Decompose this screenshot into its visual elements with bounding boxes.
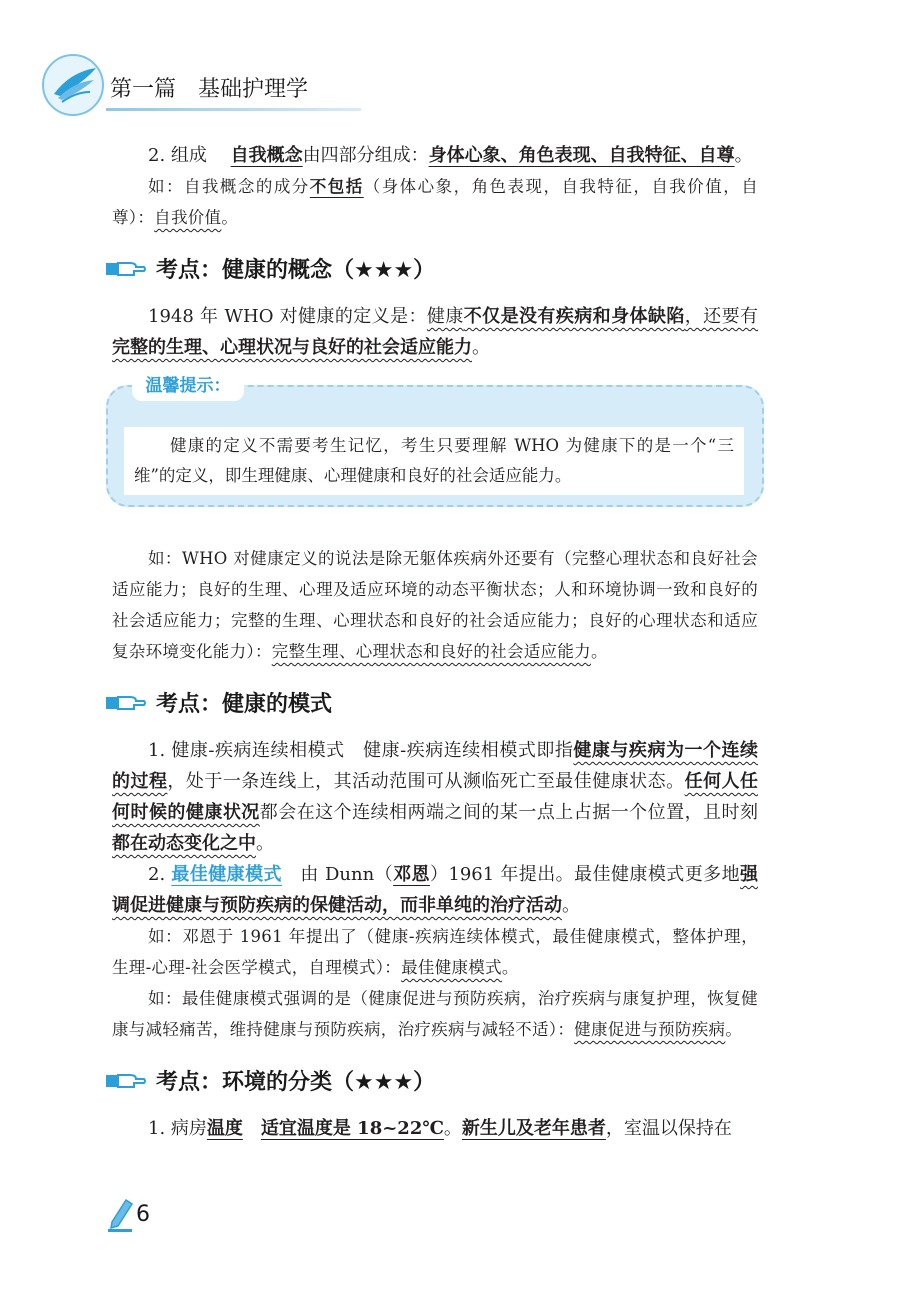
tip-label: 温馨提示： <box>132 371 244 401</box>
chapter-number: 第一篇 <box>110 77 177 102</box>
section-heading <box>112 1057 758 1109</box>
tip-box <box>106 376 764 507</box>
answer-text: 完整生理、心理状态和良好的社会适应能力 <box>271 642 591 661</box>
key-term: 自我概念 <box>230 145 303 166</box>
page-footer <box>108 1196 228 1236</box>
continuum-paragraph: 1. 健康-疾病连续相模式 健康-疾病连续相模式即指健康与疾病为一个连续的过程，处于一条连线上，其活动范围可从濒临死亡至最佳健康状态。任何人任何时候的健康状况都会在这个连续相两端之间的某一点上占据一个位置，且时刻都在动态变化之中。 <box>112 740 759 854</box>
key-term: 身体心象、角色表现、自我特征、自尊 <box>428 145 735 166</box>
optimal-health-paragraph: 2. 最佳健康模式 由 Dunn（邓恩）1961 年提出。最佳健康模式更多地强调促进健康与预防疾病的保健活动，而非单纯的治疗活动。 <box>112 864 759 916</box>
page-number: 6 <box>136 1202 150 1227</box>
pointing-hand-icon <box>106 1069 146 1093</box>
example-paragraph: 如：自我概念的成分不包括（身体心象，角色表现，自我特征，自我价值，自尊）：自我价值。 <box>112 177 758 227</box>
chapter-title <box>110 72 308 103</box>
pencil-icon <box>108 1196 134 1232</box>
section-title: 考点：环境的分类（★★★） <box>156 1070 436 1095</box>
answer-text: 最佳健康模式 <box>401 958 502 977</box>
definition-paragraph: 1948 年 WHO 对健康的定义是：健康不仅是没有疾病和身体缺陷，还要有完整的生理、心理状况与良好的社会适应能力。 <box>112 306 759 358</box>
section-heading <box>112 679 758 731</box>
page-content <box>112 140 758 1144</box>
composition-paragraph: 2. 组成 自我概念由四部分组成：身体心象、角色表现、自我特征、自尊。 <box>148 145 753 166</box>
example-paragraph: 如：最佳健康模式强调的是（健康促进与预防疾病，治疗疾病与康复护理，恢复健康与减轻痛苦，维持健康与预防疾病，治疗疾病与减轻不适）：健康促进与预防疾病。 <box>112 989 758 1039</box>
example-paragraph: 如：WHO 对健康定义的说法是除无躯体疾病外还要有（完整心理状态和良好社会适应能力；良好的生理、心理及适应环境的动态平衡状态；人和环境协调一致和良好的社会适应能力；完整的生理、心理状态和良好的社会适应能力；良好的心理状态和适应复杂环境变化能力）：完整生理、心理状态和良好的社会适应能力。 <box>112 549 758 661</box>
pointing-hand-icon <box>106 257 146 281</box>
answer-text: 健康促进与预防疾病 <box>574 1020 726 1039</box>
chapter-subject: 基础护理学 <box>198 77 309 102</box>
example-paragraph: 如：邓恩于 1961 年提出了（健康-疾病连续体模式，最佳健康模式，整体护理，生理-心理-社会医学模式，自理模式）：最佳健康模式。 <box>112 927 758 977</box>
temperature-paragraph: 1. 病房温度 适宜温度是 18~22℃。新生儿及老年患者，室温以保持在 <box>148 1118 732 1139</box>
tip-body <box>124 427 744 495</box>
page-header <box>40 52 340 122</box>
book-logo-icon <box>40 52 106 118</box>
section-title: 考点：健康的模式 <box>156 692 333 717</box>
tip-text: 健康的定义不需要考生记忆，考生只要理解 WHO 为健康下的是一个“三维”的定义，即生理健康、心理健康和良好的社会适应能力。 <box>134 436 734 485</box>
header-underline <box>106 108 361 111</box>
section-title: 考点：健康的概念（★★★） <box>156 258 436 283</box>
pointing-hand-icon <box>106 691 146 715</box>
section-heading <box>112 245 758 297</box>
highlight-term: 最佳健康模式 <box>171 864 282 885</box>
answer-text: 自我价值 <box>154 208 222 227</box>
